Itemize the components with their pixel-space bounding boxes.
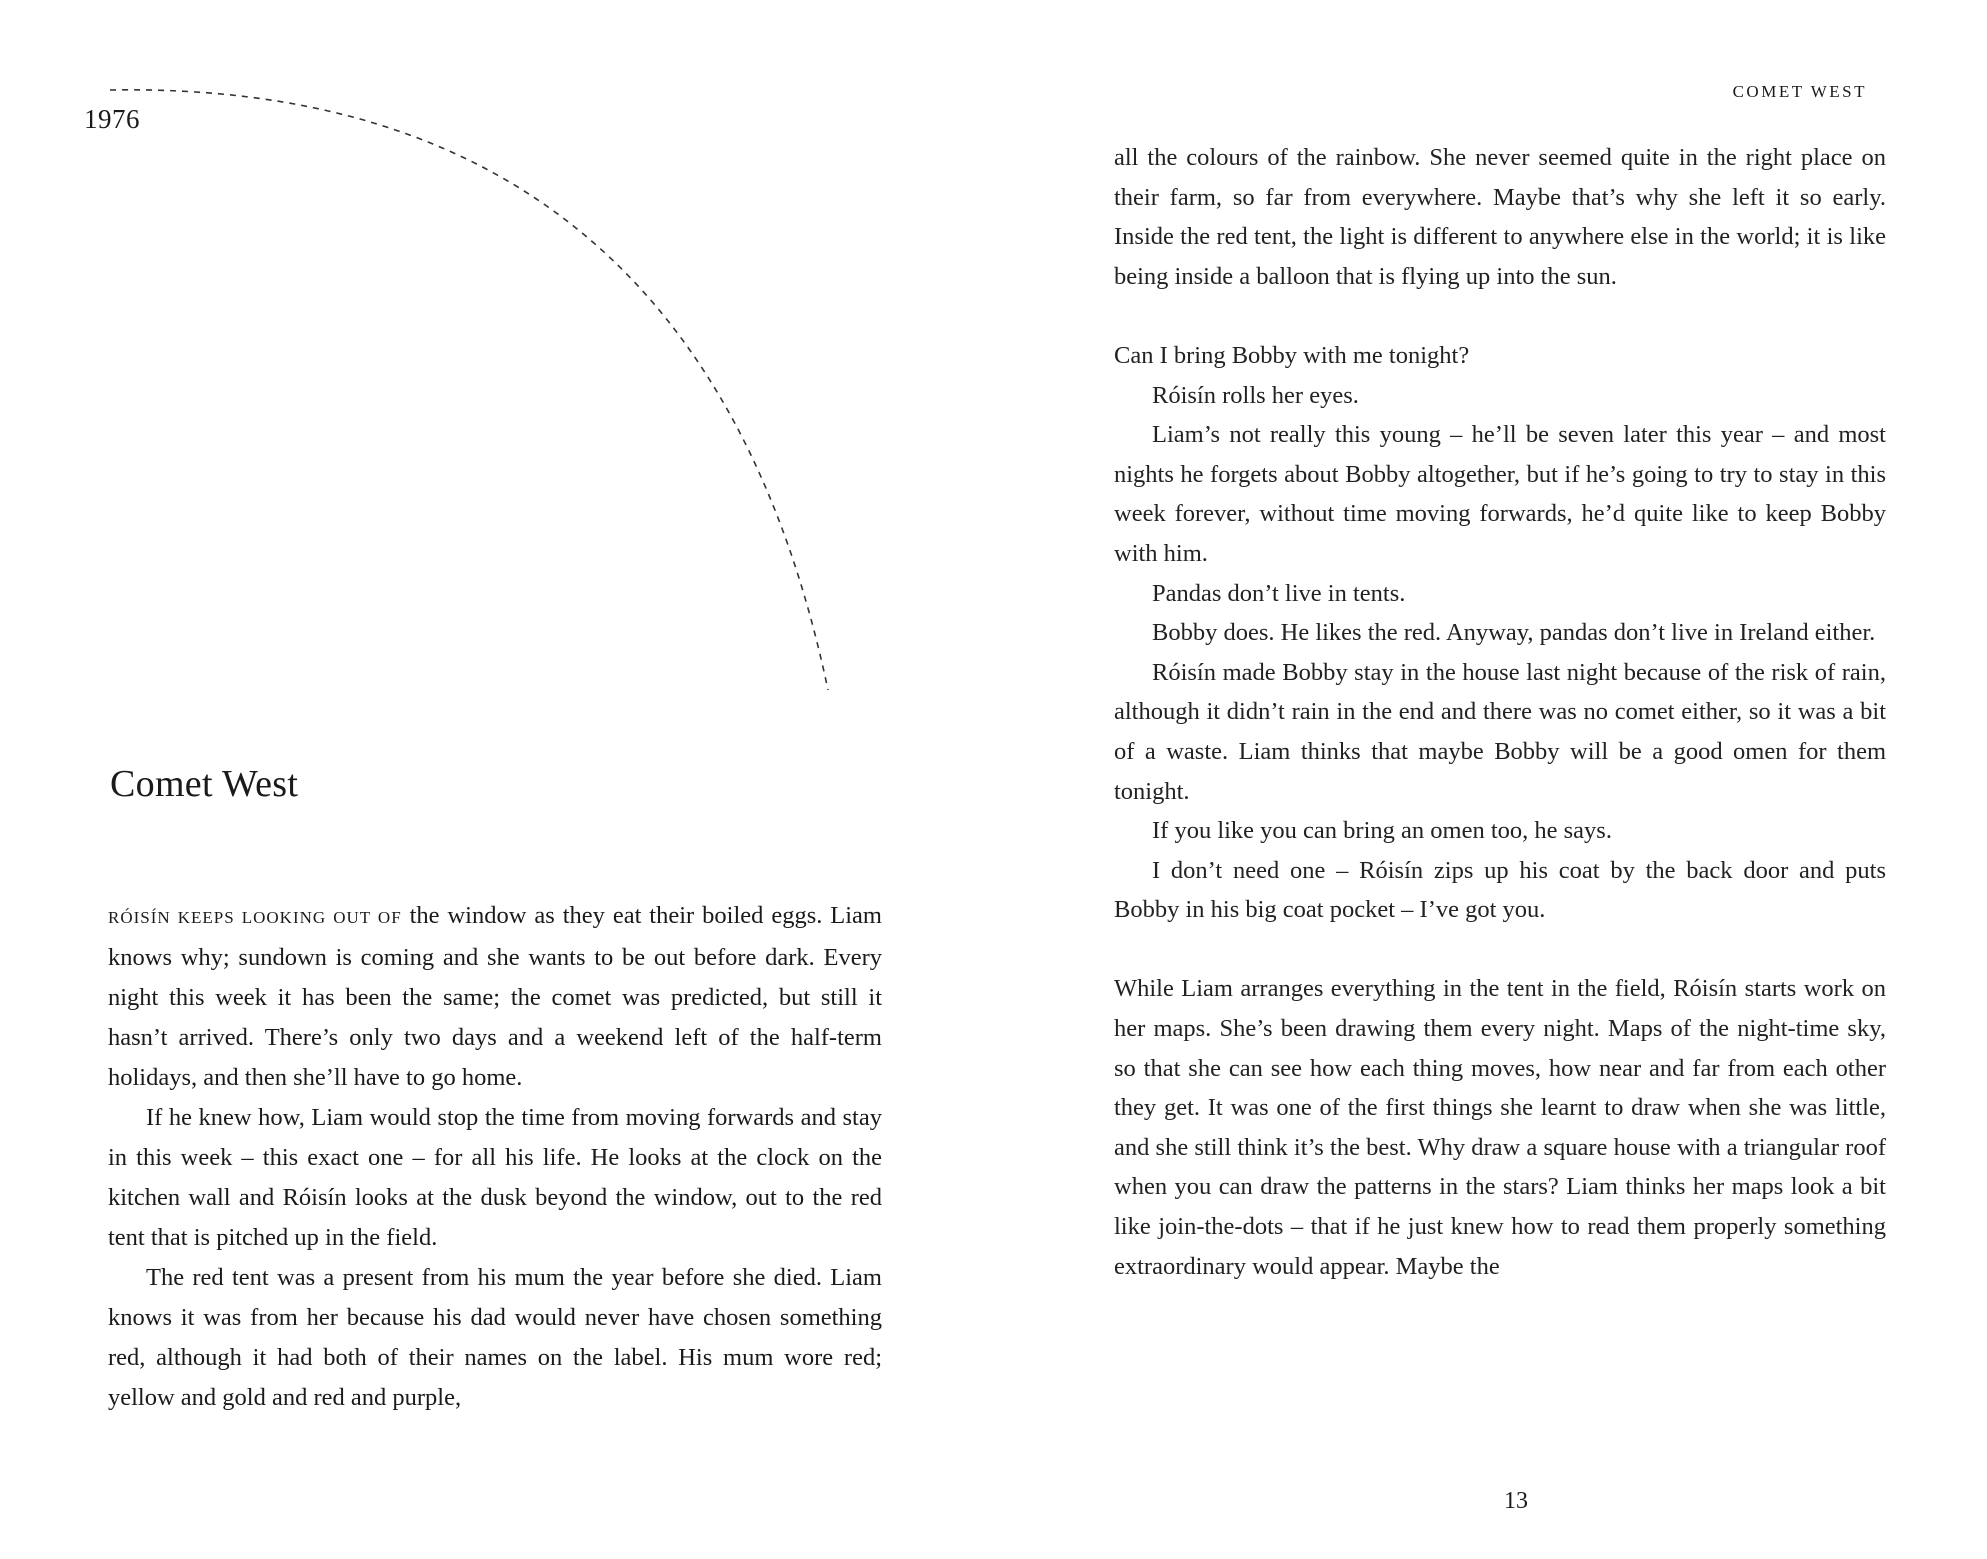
paragraph	[108, 896, 882, 1098]
paragraph: Róisín rolls her eyes.	[1152, 381, 1359, 409]
paragraph: I don’t need one – Róisín zips up his coat by the back door and puts Bobby in his big coat pocket – I’ve got you.	[1114, 856, 1886, 924]
section-break	[1114, 296, 1886, 336]
section-break	[1114, 930, 1886, 970]
right-page	[993, 0, 1987, 1559]
paragraph: Pandas don’t live in tents.	[1152, 579, 1406, 607]
paragraph: While Liam arranges everything in the tent in the field, Róisín starts work on her maps. She’s been drawing them every night. Maps of the night-time sky, so that she can see how each thing moves, how near and far from each other they get. It was one of the first things she learnt to draw when she was little, and she still think it’s the best. Why draw a square house with a triangular roof when you can draw the patterns in the stars? Liam thinks her maps look a bit like join-the-dots – that if he just knew how to read them properly something extraordinary would appear. Maybe the	[1114, 975, 1886, 1280]
opening-small-caps: RÓISÍN KEEPS LOOKING OUT OF	[108, 908, 402, 927]
chapter-title: Comet West	[110, 763, 299, 805]
paragraph: Liam’s not really this young – he’ll be seven later this year – and most nights he forgets about Bobby altogether, but if he’s going to try to stay in this week forever, without time moving forwards, he’d quite like to keep Bobby with him.	[1114, 421, 1886, 567]
left-body-text	[108, 896, 882, 1418]
paragraph: If you like you can bring an omen too, he says.	[1152, 817, 1612, 845]
comet-trail-arc	[0, 0, 993, 720]
chapter-year: 1976	[84, 104, 140, 134]
right-body-text	[1114, 138, 1886, 1286]
paragraph: If he knew how, Liam would stop the time from moving forwards and stay in this week – this exact one – for all his life. He looks at the clock on the kitchen wall and Róisín looks at the dusk beyond the window, out to the red tent that is pitched up in the field.	[108, 1104, 882, 1251]
running-head: COMET WEST	[1732, 82, 1867, 101]
left-page	[0, 0, 993, 1559]
paragraph: Róisín made Bobby stay in the house last night because of the risk of rain, although it didn’t rain in the end and there was no comet either, so it was a bit of a waste. Liam thinks that maybe Bobby will be a good omen for them tonight.	[1114, 658, 1886, 805]
paragraph: The red tent was a present from his mum the year before she died. Liam knows it was from her because his dad would never have chosen something red, although it had both of their names on the label. His mum wore red; yellow and gold and red and purple,	[108, 1264, 882, 1411]
paragraph: Bobby does. He likes the red. Anyway, pandas don’t live in Ireland either.	[1152, 619, 1876, 647]
paragraph-text: the window as they eat their boiled eggs. Liam knows why; sundown is coming and she wants to be out before dark. Every night this week it has been the same; the comet was predicted, but still it hasn’t arrived. There’s only two days and a weekend left of the half-term holidays, and then she’ll have to go home.	[108, 902, 882, 1091]
paragraph: Can I bring Bobby with me tonight?	[1114, 341, 1470, 369]
page-number: 13	[1504, 1488, 1528, 1514]
paragraph: all the colours of the rainbow. She never seemed quite in the right place on their farm, so far from everywhere. Maybe that’s why she left it so early. Inside the red tent, the light is different to anywhere else in the world; it is like being inside a balloon that is flying up into the sun.	[1114, 144, 1886, 290]
